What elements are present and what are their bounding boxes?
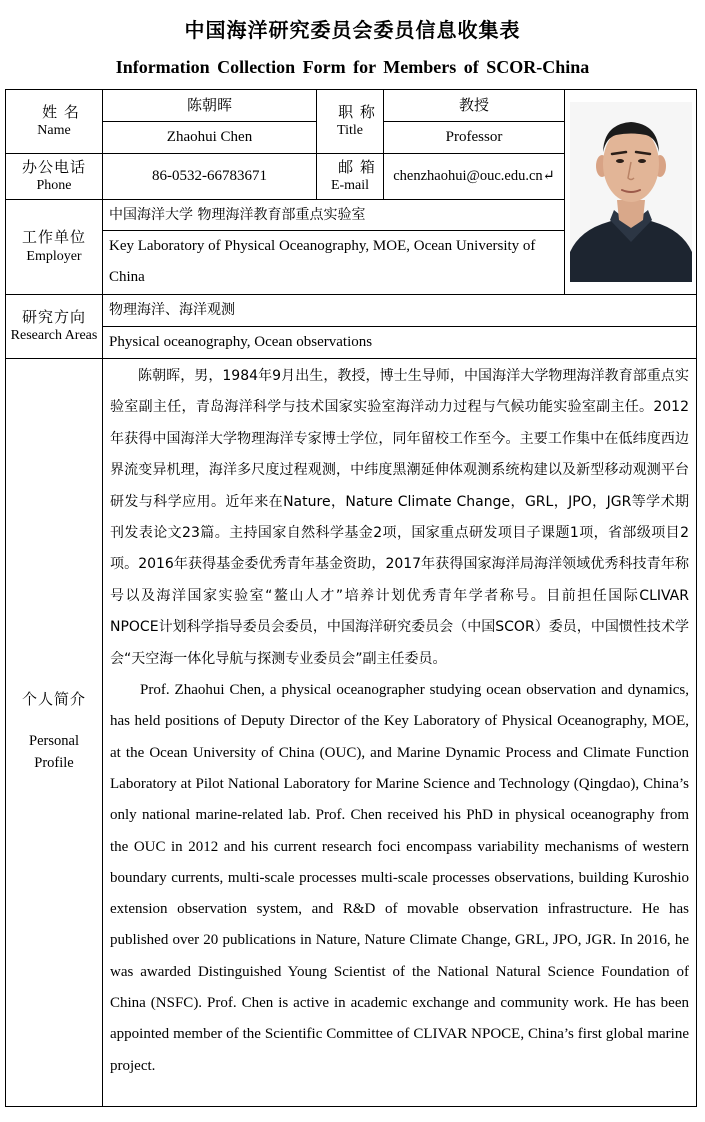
title-label (317, 90, 384, 154)
phone-label-en: Phone (36, 178, 72, 194)
name-value-en: Zhaohui Chen (103, 121, 316, 153)
employer-label-cn: 工作单位 (21, 228, 86, 247)
employer-label (6, 200, 103, 295)
photo-cell (565, 90, 697, 295)
name-label-en: Name (37, 123, 71, 139)
research-value-cn: 物理海洋、海洋观测 (109, 302, 235, 318)
phone-value: 86-0532-66783671 (103, 154, 317, 200)
profile-value (103, 359, 697, 1107)
member-info-form (5, 89, 697, 1107)
email-label-en: E-mail (330, 178, 370, 194)
employer-value-cn: 中国海洋大学 物理海洋教育部重点实验室 (109, 207, 366, 223)
member-photo (570, 102, 692, 282)
title-value-en: Professor (384, 121, 564, 153)
profile-text-en: Prof. Zhaohui Chen, a physical oceanographer studying ocean observation and dynamics, has held positions of Deputy Director of the Key Laboratory of Physical Oceanography, MOE, at the Ocean University of China (OUC), and Marine Dynamic Process and Climate Function Laboratory at Pilot National Laboratory for Marine Science and Technology (Qingdao), China’s only national marine-related lab. Prof. Chen received his PhD in physical oceanography from the OUC in 2012 and his current research foci encompass variability mechanisms of western boundary currents, multi-scale processes multi-scale processes observations, building Kuroshio extension observation system, and R&D of movable observation infrastructure. He has published over 20 publications in Nature, Nature Climate Change, GRL, JPO, JGR. In 2016, he was awarded Distinguished Young Scientist of the National Natural Science Foundation of China (NSFC). Prof. Chen is active in academic exchange and community work. He has been appointed member of the Scientific Committee of CLIVAR NPOCE, China’s first global marine project. (110, 682, 689, 1074)
research-label (6, 295, 103, 359)
employer-value-en: Key Laboratory of Physical Oceanography, MOE, Ocean University of China (103, 230, 564, 293)
title-value (384, 90, 565, 154)
employer-label-en: Employer (26, 248, 82, 264)
research-label-cn: 研究方向 (21, 308, 86, 327)
research-value-en: Physical oceanography, Ocean observations (103, 326, 696, 358)
title-label-cn: 职 称 (338, 102, 376, 121)
name-label (6, 90, 103, 154)
title-value-cn: 教授 (458, 96, 489, 114)
profile-label-cn: 个人简介 (21, 690, 86, 709)
page-title-en: Information Collection Form for Members of SCOR-China (115, 57, 590, 77)
name-value-cn: 陈朝晖 (186, 96, 232, 114)
research-value (103, 295, 697, 359)
title-label-en: Title (337, 123, 363, 139)
portrait-image (570, 102, 692, 282)
name-value (103, 90, 317, 154)
email-label-cn: 邮 箱 (338, 157, 376, 176)
email-label (317, 154, 384, 200)
profile-label (6, 359, 103, 1107)
phone-label-cn: 办公电话 (21, 157, 86, 176)
employer-value (103, 200, 565, 295)
profile-label-en: Personal Profile (29, 732, 79, 772)
research-label-en: Research Areas (10, 328, 98, 344)
email-value: chenzhaohui@ouc.edu.cn↵ (384, 154, 565, 200)
phone-label (6, 154, 103, 200)
profile-text-cn: 陈朝晖，男，1984年9月出生，教授，博士生导师，中国海洋大学物理海洋教育部重点实验室副主任，青岛海洋科学与技术国家实验室海洋动力过程与气候功能实验室副主任。2012年获得中国海洋大学物理海洋专家博士学位，同年留校工作至今。主要工作集中在低纬度西边界流变异机理，海洋多尺度过程观测，中纬度黑潮延伸体观测系统构建以及新型移动观测平台研发与科学应用。近年来在Nature，Nature Climate Change，GRL，JPO，JGR等学术期刊发表论文23篇。主持国家自然科学基金2项，国家重点研发项目子课题1项，省部级项目2项。2016年获得基金委优秀青年基金资助，2017年获得国家海洋局海洋领域优秀科技青年称号以及海洋国家实验室“鳌山人才”培养计划优秀青年学者称号。目前担任国际CLIVAR NPOCE计划科学指导委员会委员，中国海洋研究委员会（中国SCOR）委员，中国惯性技术学会“天空海一体化导航与探测专业委员会”副主任委员。 (110, 368, 689, 667)
page-title-cn: 中国海洋研究委员会委员信息收集表 (184, 20, 521, 42)
name-label-cn: 姓 名 (42, 102, 80, 121)
